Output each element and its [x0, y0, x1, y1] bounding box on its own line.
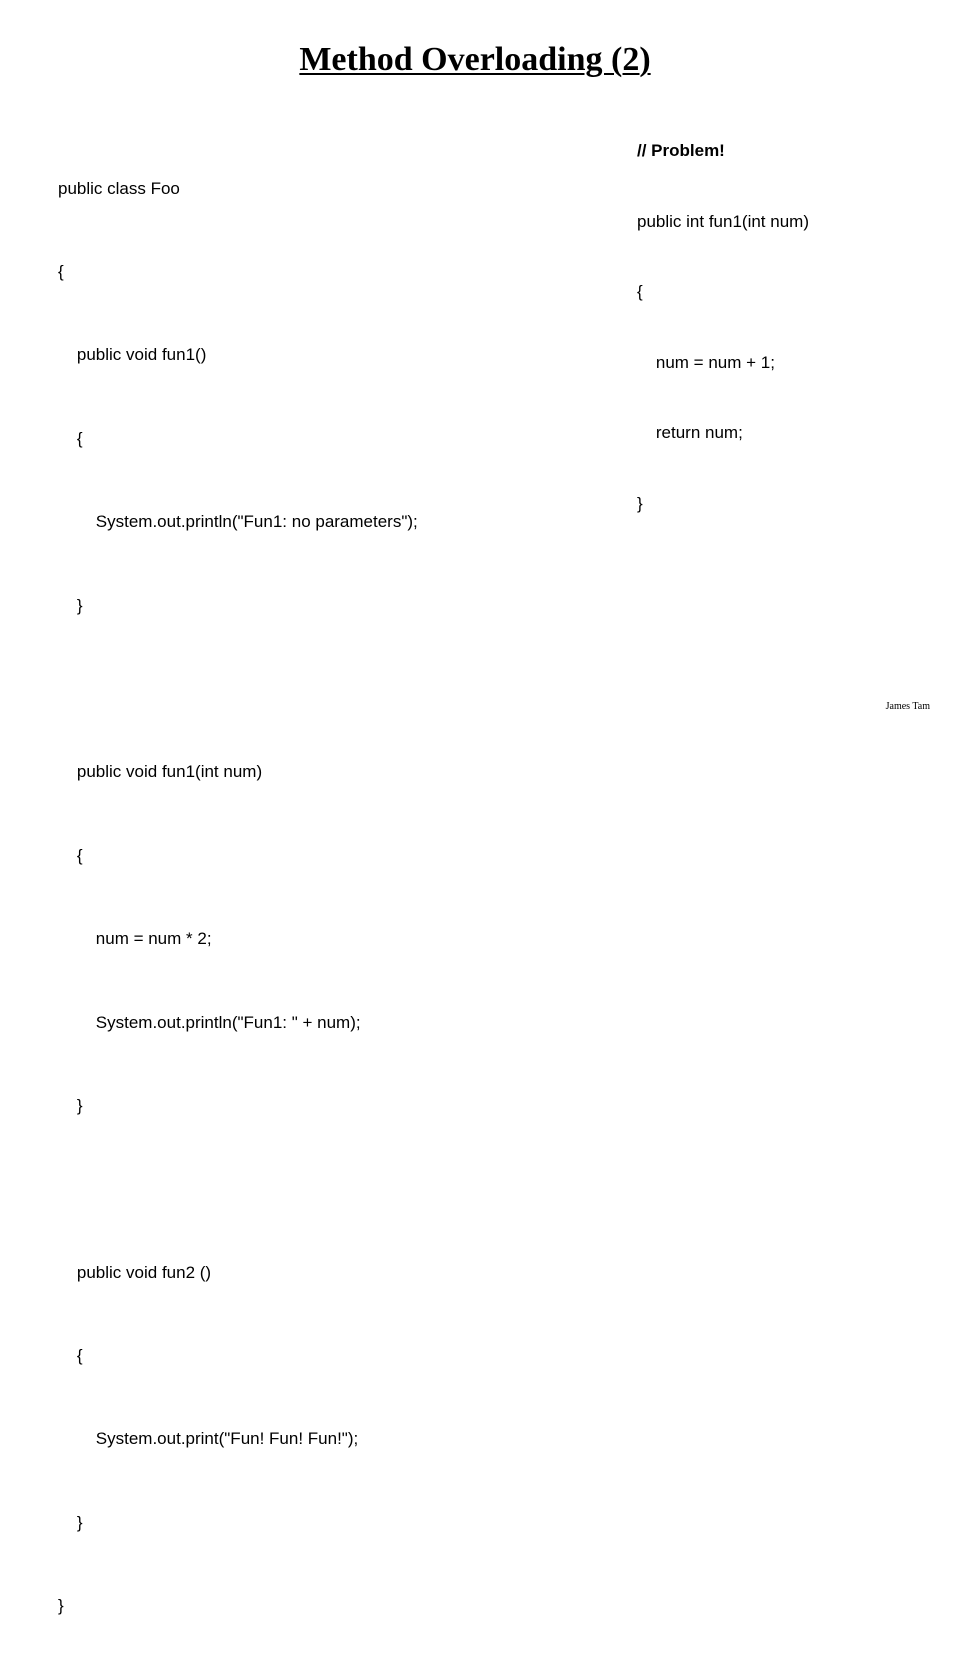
code-line [58, 675, 418, 703]
code-line: } [58, 1512, 83, 1532]
code-line: } [58, 1095, 83, 1115]
code-line: } [637, 493, 643, 513]
foo-class-code-block [58, 119, 418, 1676]
code-line: } [58, 595, 83, 615]
problem-code-block [637, 92, 809, 562]
code-line [58, 1175, 418, 1203]
code-line: public void fun1(int num) [58, 762, 263, 782]
code-line: num = num * 2; [58, 929, 212, 949]
code-line: System.out.println("Fun1: no parameters"); [58, 512, 418, 532]
code-line: { [637, 282, 643, 301]
code-line: public int fun1(int num) [637, 211, 809, 231]
code-line: { [58, 845, 83, 865]
code-line: { [58, 261, 64, 281]
code-line: num = num + 1; [637, 352, 775, 372]
author-footer: James Tam [885, 701, 930, 712]
code-line: public class Foo [58, 178, 180, 198]
code-line: { [58, 1346, 83, 1366]
code-line: public void fun2 () [58, 1262, 212, 1282]
code-line: } [58, 1596, 64, 1616]
code-line: public void fun1() [58, 345, 207, 365]
slide-title: Method Overloading (2) [299, 41, 651, 78]
code-line: { [58, 428, 83, 448]
problem-comment: // Problem! [637, 141, 725, 160]
code-line: System.out.print("Fun! Fun! Fun!"); [58, 1429, 359, 1449]
code-line: return num; [637, 423, 743, 442]
code-line: System.out.println("Fun1: " + num); [58, 1012, 361, 1032]
